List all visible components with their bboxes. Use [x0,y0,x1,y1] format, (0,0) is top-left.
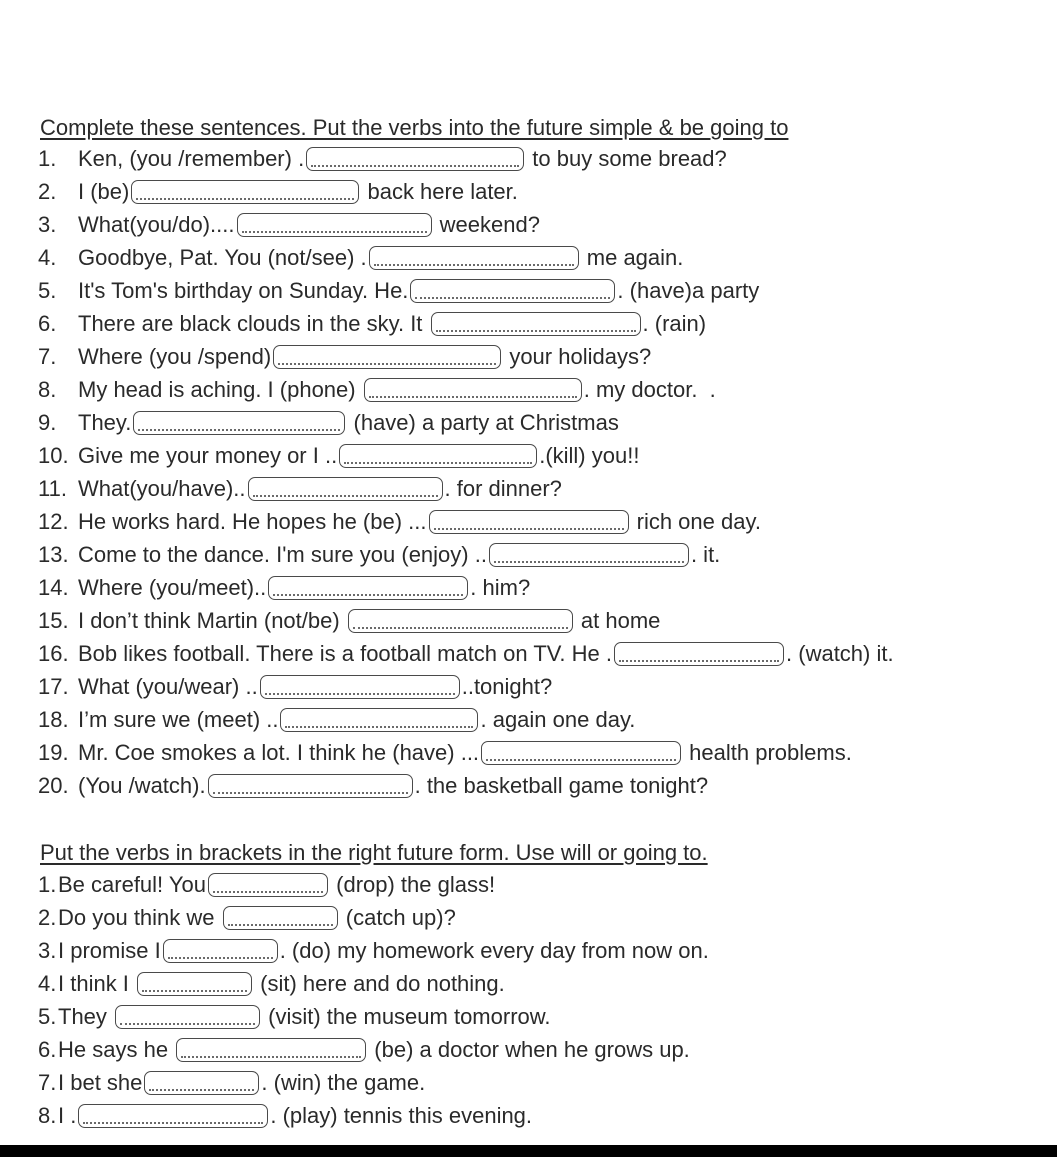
sentence-before: What(you/have).. [78,476,246,501]
answer-field[interactable] [133,411,345,435]
sentence-after: health problems. [683,740,852,765]
s1-item-16 [38,638,894,670]
answer-field[interactable] [144,1071,259,1095]
s1-item-13 [38,539,720,571]
sentence-after: (sit) here and do nothing. [254,971,505,996]
item-number: 5. [38,278,57,303]
sentence-before: Mr. Coe smokes a lot. I think he (have) ... [78,740,480,765]
answer-field[interactable] [429,510,629,534]
s1-item-5 [38,275,759,307]
s1-item-18 [38,704,635,736]
sentence-before: What (you/wear) .. [78,674,258,699]
sentence-before: They [58,1004,114,1029]
answer-field[interactable] [115,1005,260,1029]
answer-field[interactable] [223,906,338,930]
s1-item-14 [38,572,530,604]
answer-field[interactable] [431,312,641,336]
sentence-after: . (play) tennis this evening. [270,1103,533,1128]
sentence-before: Do you think we [58,905,221,930]
sentence-before: It's Tom's birthday on Sunday. He. [78,278,409,303]
sentence-before: I . [58,1103,77,1128]
sentence-before: They. [78,410,132,435]
answer-field[interactable] [273,345,501,369]
item-number: 9. [38,410,57,435]
answer-field[interactable] [364,378,582,402]
sentence-after: rich one day. [630,509,761,534]
answer-field[interactable] [237,213,432,237]
sentence-after: .(kill) you!! [539,443,640,468]
sentence-before: I bet she [58,1070,143,1095]
sentence-before: My head is aching. I (phone) [78,377,362,402]
sentence-before: He says he [58,1037,175,1062]
s2-item-2: 2. Do you think we (catch up)? [38,902,456,934]
section2-heading: Put the verbs in brackets in the right future form. Use will or going to. [40,840,708,865]
sentence-after: (have) a party at Christmas [347,410,619,435]
answer-field[interactable] [481,741,681,765]
s1-item-10 [38,440,639,472]
sentence-after: back here later. [361,179,518,204]
item-number: 11. [38,476,67,501]
sentence-after: me again. [580,245,684,270]
sentence-after: . for dinner? [444,476,562,501]
s1-item-17 [38,671,552,703]
answer-field[interactable] [208,774,413,798]
sentence-after: (visit) the museum tomorrow. [262,1004,551,1029]
sentence-before: There are black clouds in the sky. It [78,311,429,336]
answer-field[interactable] [268,576,468,600]
sentence-before: He works hard. He hopes he (be) ... [78,509,427,534]
sentence-before: I think I [58,971,136,996]
sentence-after: (catch up)? [339,905,456,930]
s1-item-1 [38,143,727,175]
answer-field[interactable] [78,1104,268,1128]
sentence-before: Be careful! You [58,872,207,897]
sentence-after: . the basketball game tonight? [414,773,709,798]
s1-item-3 [38,209,540,241]
answer-field[interactable] [280,708,478,732]
s2-item-1: 1. Be careful! You (drop) the glass! [38,869,495,901]
item-number: 20. [38,773,69,798]
answer-field[interactable] [208,873,328,897]
item-number: 8. [38,377,57,402]
sentence-after: ..tonight? [461,674,553,699]
item-number: 1. [38,146,57,171]
s1-item-2 [38,176,518,208]
sentence-after: to buy some bread? [526,146,727,171]
item-number: 14. [38,575,69,600]
s1-item-11 [38,473,562,505]
answer-field[interactable] [131,180,359,204]
s1-item-15 [38,605,660,637]
sentence-after: your holidays? [503,344,652,369]
s1-item-6 [38,308,706,340]
item-number: 2. [38,179,57,204]
sentence-after: (be) a doctor when he grows up. [368,1037,690,1062]
answer-field[interactable] [369,246,579,270]
s1-item-12 [38,506,761,538]
s2-item-6: 6. He says he (be) a doctor when he grows up. [38,1034,690,1066]
item-number: 3. [38,212,57,237]
answer-field[interactable] [248,477,443,501]
item-number: 19. [38,740,69,765]
item-number: 18. [38,707,69,732]
item-number: 6. [38,311,57,336]
sentence-before: I’m sure we (meet) .. [78,707,279,732]
answer-field[interactable] [163,939,278,963]
sentence-after: . (have)a party [617,278,760,303]
sentence-before: Where (you /spend) [78,344,272,369]
sentence-after: . my doctor. . [583,377,716,402]
s2-item-4: 4. I think I (sit) here and do nothing. [38,968,505,1000]
s2-item-7: 7. I bet she . (win) the game. [38,1067,425,1099]
answer-field[interactable] [348,609,573,633]
sentence-after: . again one day. [480,707,636,732]
item-number: 12. [38,509,69,534]
item-number: 4. [38,245,57,270]
sentence-after: . (win) the game. [261,1070,426,1095]
item-number: 7. [38,344,57,369]
sentence-after: . him? [470,575,531,600]
sentence-before: Where (you/meet).. [78,575,267,600]
sentence-after: . (do) my homework every day from now on. [279,938,709,963]
sentence-before: Goodbye, Pat. You (not/see) . [78,245,367,270]
answer-field[interactable] [489,543,689,567]
s1-item-8 [38,374,716,406]
sentence-after: . (watch) it. [786,641,894,666]
s1-item-7 [38,341,651,373]
answer-field[interactable] [614,642,784,666]
sentence-before: I (be) [78,179,130,204]
sentence-after: . it. [690,542,721,567]
s1-item-4 [38,242,683,274]
bottom-edge-bar [0,1145,1057,1157]
answer-field[interactable] [137,972,252,996]
sentence-before: Give me your money or I .. [78,443,338,468]
item-number: 13. [38,542,69,567]
sentence-after: (drop) the glass! [330,872,496,897]
item-number: 15. [38,608,69,633]
sentence-after: weekend? [433,212,540,237]
sentence-before: What(you/do).... [78,212,235,237]
item-number: 17. [38,674,69,699]
answer-field[interactable] [410,279,615,303]
s2-item-8: 8. I . . (play) tennis this evening. [38,1100,532,1132]
answer-field[interactable] [176,1038,366,1062]
s1-item-19 [38,737,852,769]
sentence-after: at home [574,608,661,633]
sentence-before: I promise I [58,938,161,963]
s1-item-9 [38,407,619,439]
answer-field[interactable] [306,147,524,171]
sentence-before: Ken, (you /remember) . [78,146,305,171]
section1-heading: Complete these sentences. Put the verbs into the future simple & be going to [40,115,789,140]
sentence-before: Come to the dance. I'm sure you (enjoy) .. [78,542,487,567]
sentence-after: . (rain) [642,311,707,336]
s2-item-3: 3. I promise I . (do) my homework every day from now on. [38,935,709,967]
item-number: 16. [38,641,69,666]
answer-field[interactable] [260,675,460,699]
sentence-before: I don’t think Martin (not/be) [78,608,346,633]
sentence-before: (You /watch). [78,773,206,798]
sentence-before: Bob likes football. There is a football match on TV. He . [78,641,613,666]
s1-item-20 [38,770,708,802]
s2-item-5: 5. They (visit) the museum tomorrow. [38,1001,551,1033]
item-number: 10. [38,443,69,468]
answer-field[interactable] [339,444,537,468]
